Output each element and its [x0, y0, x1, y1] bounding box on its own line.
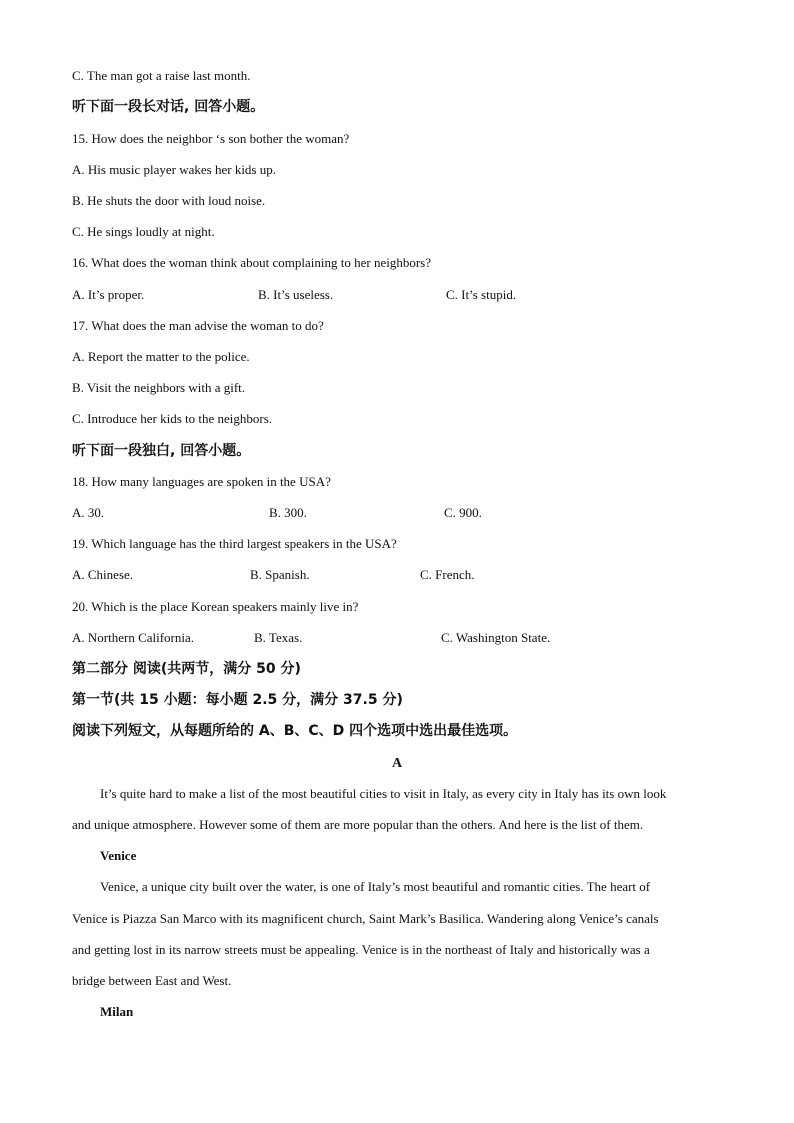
question-20-option-a: A. Northern California. — [72, 630, 195, 645]
question-17-option-b: B. Visit the neighbors with a gift. — [72, 380, 246, 395]
venice-line-2: Venice is Piazza San Marco with its magnificent church, Saint Mark’s Basilica. Wandering along Venice’s canals — [72, 911, 659, 926]
question-20-option-b: B. Texas. — [254, 630, 303, 645]
intro-line-2: and unique atmosphere. However some of them are more popular than the others. And here is the list of them. — [72, 817, 644, 832]
question-16-option-b: B. It’s useless. — [258, 287, 334, 302]
question-17: 17. What does the man advise the woman to do? — [72, 318, 324, 333]
question-19: 19. Which language has the third largest speakers in the USA? — [72, 536, 397, 551]
part-2-heading: 第二部分 阅读(共两节，满分 50 分) — [72, 661, 301, 677]
milan-title: Milan — [100, 1004, 134, 1019]
question-16: 16. What does the woman think about complaining to her neighbors? — [72, 255, 431, 270]
question-20-option-c: C. Washington State. — [441, 630, 551, 645]
venice-line-4: bridge between East and West. — [72, 973, 232, 988]
section-heading-long-dialogue: 听下面一段长对话, 回答小题。 — [72, 99, 265, 115]
question-18-option-c: C. 900. — [444, 505, 482, 520]
question-19-option-c: C. French. — [420, 567, 475, 582]
question-19-option-b: B. Spanish. — [250, 567, 310, 582]
question-16-option-c: C. It’s stupid. — [446, 287, 517, 302]
intro-line-1: It’s quite hard to make a list of the most beautiful cities to visit in Italy, as every city in Italy has its own look — [100, 786, 667, 801]
venice-title: Venice — [100, 848, 137, 863]
question-17-option-c: C. Introduce her kids to the neighbors. — [72, 411, 273, 426]
question-18: 18. How many languages are spoken in the USA? — [72, 474, 331, 489]
question-18-option-b: B. 300. — [269, 505, 307, 520]
question-17-option-a: A. Report the matter to the police. — [72, 349, 250, 364]
section-heading-monologue: 听下面一段独白, 回答小题。 — [72, 443, 251, 459]
question-16-option-a: A. It’s proper. — [72, 287, 145, 302]
question-15-option-c: C. He sings loudly at night. — [72, 224, 215, 239]
passage-label: A — [391, 756, 403, 771]
question-18-option-a: A. 30. — [72, 505, 105, 520]
venice-line-3: and getting lost in its narrow streets must be appealing. Venice is in the northeast of Italy and historically was a — [72, 942, 650, 957]
reading-instruction: 阅读下列短文，从每题所给的 A、B、C、D 四个选项中选出最佳选项。 — [72, 723, 518, 739]
question-15: 15. How does the neighbor ‘s son bother the woman? — [72, 131, 350, 146]
option-c-raise: C. The man got a raise last month. — [72, 68, 251, 83]
venice-line-1: Venice, a unique city built over the water, is one of Italy’s most beautiful and romantic cities. The heart of — [100, 879, 651, 894]
question-15-option-b: B. He shuts the door with loud noise. — [72, 193, 266, 208]
question-15-option-a: A. His music player wakes her kids up. — [72, 162, 276, 177]
section-1-heading: 第一节(共 15 小题：每小题 2.5 分，满分 37.5 分) — [72, 692, 403, 708]
question-20: 20. Which is the place Korean speakers mainly live in? — [72, 599, 359, 614]
question-19-option-a: A. Chinese. — [72, 567, 134, 582]
